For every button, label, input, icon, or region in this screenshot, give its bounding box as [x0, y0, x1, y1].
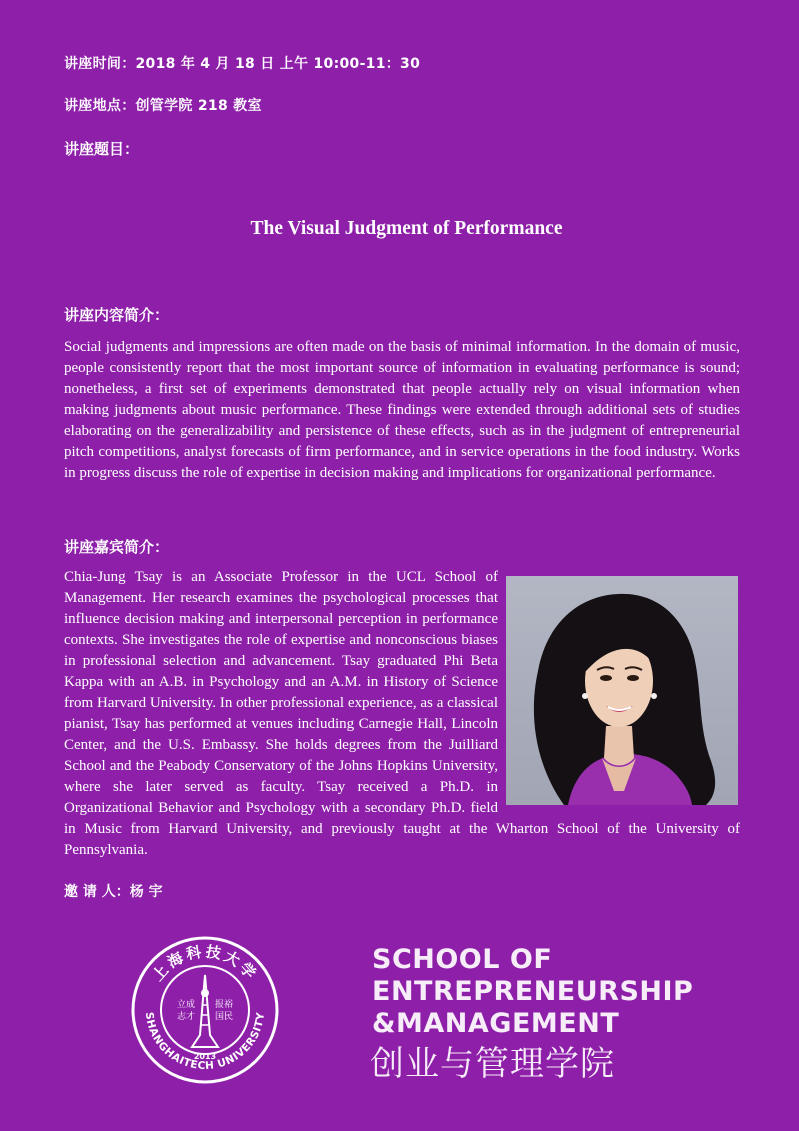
logo-motto-right-2: 国民: [215, 1012, 234, 1022]
logo-motto-left-2: 志才: [177, 1012, 196, 1022]
abstract-heading: 讲座内容简介：: [64, 306, 170, 324]
school-name-line-3: &MANAGEMENT: [372, 1008, 620, 1039]
inviter: 邀 请 人：杨 宇: [64, 884, 163, 900]
lecture-topic-label: 讲座题目：: [64, 140, 140, 158]
logo-bottom-text: SHANGHAITECH UNIVERSITY: [142, 1011, 268, 1073]
logo-motto-left-1: 立成: [177, 1000, 196, 1010]
shanghaitech-logo: [130, 935, 280, 1085]
school-name-line-2: ENTREPRENEURSHIP: [372, 976, 694, 1007]
logo-year: 2013: [193, 1052, 217, 1061]
school-name-cn: 创业与管理学院: [370, 1044, 615, 1084]
school-name-line-1: SCHOOL OF: [372, 944, 553, 975]
logo-motto-right-1: 报裕: [215, 1000, 234, 1010]
abstract-text: Social judgments and impressions are often made on the basis of minimal information. In the domain of music, people consistently report that the most important source of information in evaluating performance is sound; nonetheless, a first set of experiments demonstrated that people actually rely on visual information when making judgments about music performance. These findings were extended through additional sets of studies elaborating on the generalizability and persistence of these effects, such as in the judgment of entrepreneurial pitch competitions, analyst forecasts of firm performance, and in service operations in the food industry. Works in progress discuss the role of expertise in decision making and implications for organizational performance.: [64, 339, 740, 481]
speaker-portrait: [506, 576, 738, 805]
school-name-en: [372, 944, 693, 1040]
speaker-heading: 讲座嘉宾简介：: [64, 538, 170, 556]
talk-title: The Visual Judgment of Performance: [250, 218, 563, 239]
lecture-time: 讲座时间：2018 年 4 月 18 日 上午 10:00-11：30: [64, 56, 421, 72]
logo-top-text: 上海科技大学: [148, 942, 262, 985]
lecture-location: 讲座地点：创管学院 218 教室: [64, 98, 262, 114]
speaker-bio-text: Chia-Jung Tsay is an Associate Professor in the UCL School of Management. Her research examines the psychological processes that influence decision making and interpersonal perception in performance contexts. She investigates the role of expertise and nonconscious biases in professional selection and advancement. Tsay graduated Phi Beta Kappa with an A.B. in Psychology and an A.M. in History of Science from Harvard University. In other professional experience, as a classical pianist, Tsay has performed at venues including Carnegie Hall, Lincoln Center, and the U.S. Embassy. She holds degrees from the Juilliard School and the Peabody Conservatory of the Johns Hopkins University, where she later served as faculty. Tsay received a Ph.D. in Organizational Behavior and Psychology with a secondary Ph.D. field in Music from Harvard University, and previously taught at the Wharton School of the University of Pennsylvania.: [64, 569, 740, 858]
